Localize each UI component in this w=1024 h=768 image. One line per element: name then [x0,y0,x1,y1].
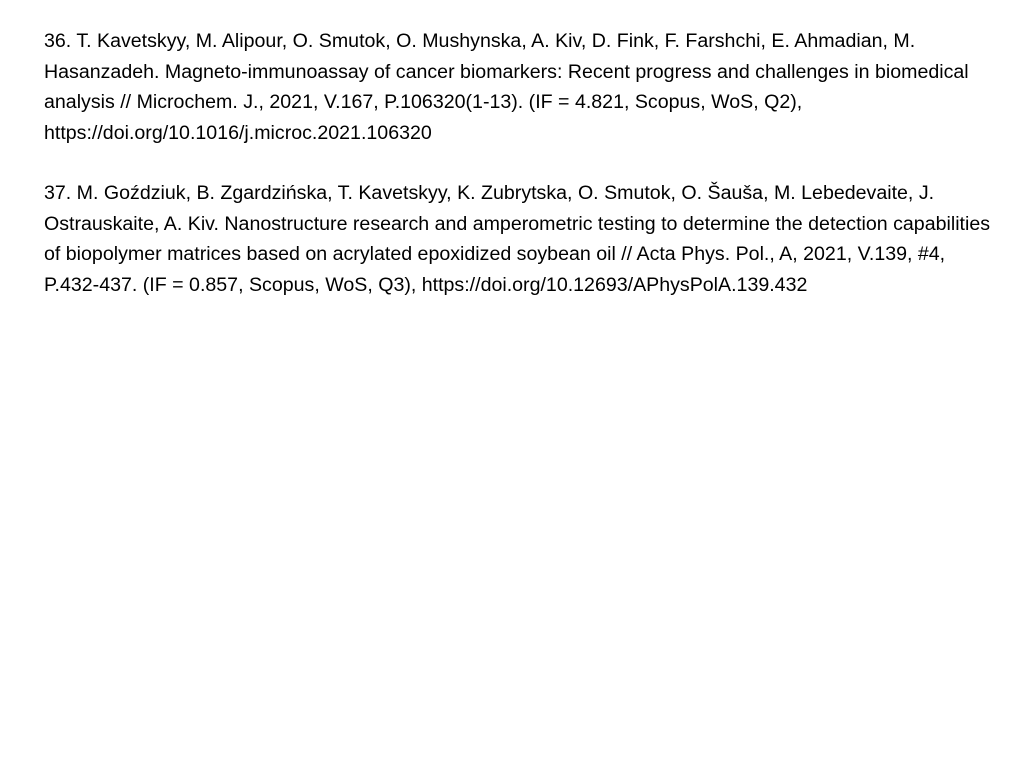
reference-item-36: 36. T. Kavetskyy, M. Alipour, O. Smutok, O. Mushynska, A. Kiv, D. Fink, F. Farshchi, E. Ahmadian, M. Hasanzadeh. Magneto-immunoassay of cancer biomarkers: Recent progress and challenges in biomedical analysis // Microchem. J., 2021, V.167, P.106320(1-13). (IF = 4.821, Scopus, WoS, Q2), https://doi.org/10.1016/j.microc.2021.106320 [44,30,969,144]
reference-list [44,26,992,330]
reference-item-37: 37. M. Goździuk, B. Zgardzińska, T. Kavetskyy, K. Zubrytska, O. Smutok, O. Šauša, M. Lebedevaite, J. Ostrauskaite, A. Kiv. Nanostructure research and amperometric testing to determine the detection capabilities of biopolymer matrices based on acrylated epoxidized soybean oil // Acta Phys. Pol., A, 2021, V.139, #4, P.432-437. (IF = 0.857, Scopus, WoS, Q3), https://doi.org/10.12693/APhysPolA.139.432 [44,182,991,296]
